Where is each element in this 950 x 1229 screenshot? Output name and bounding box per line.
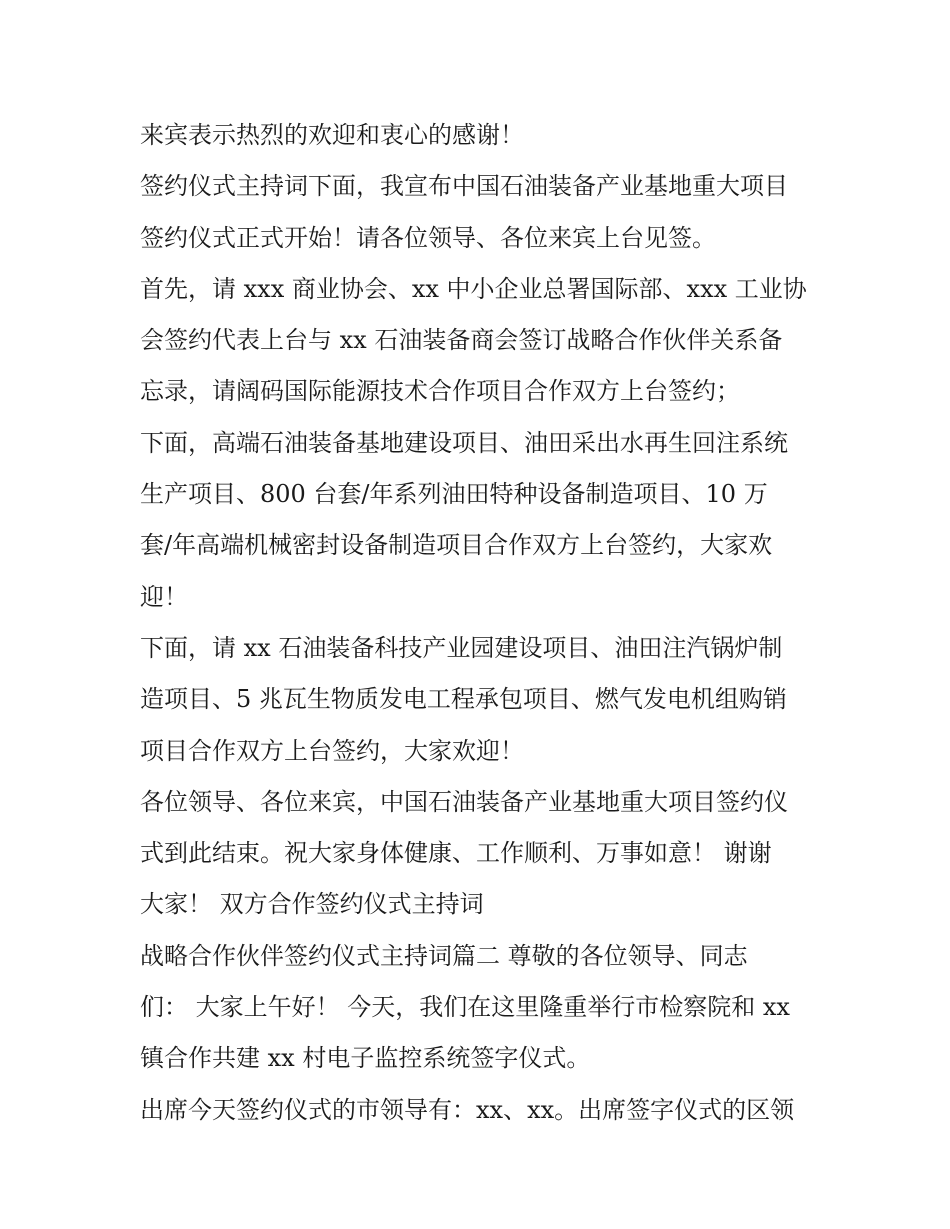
text-line: 来宾表示热烈的欢迎和衷心的感谢！ bbox=[140, 121, 524, 149]
text-line: 镇合作共建 xx 村电子监控系统签字仪式。 bbox=[140, 1044, 591, 1073]
text-line: 项目合作双方上台签约，大家欢迎！ bbox=[140, 736, 524, 765]
text-line: 造项目、5 兆瓦生物质发电工程承包项目、燃气发电机组购销 bbox=[140, 685, 787, 714]
text-line: 首先，请 xxx 商业协会、xx 中小企业总署国际部、xxx 工业协 bbox=[140, 274, 807, 303]
text-line: 下面，高端石油装备基地建设项目、油田采出水再生回注系统 bbox=[140, 428, 788, 457]
text-line: 各位领导、各位来宾，中国石油装备产业基地重大项目签约仪 bbox=[140, 787, 788, 816]
text-line: 签约仪式正式开始！请各位领导、各位来宾上台见签。 bbox=[140, 223, 716, 252]
text-line: 忘录，请阔码国际能源技术合作项目合作双方上台签约； bbox=[140, 377, 740, 406]
text-line: 们： 大家上午好！ 今天，我们在这里隆重举行市检察院和 xx bbox=[140, 993, 790, 1022]
text-line: 式到此结束。祝大家身体健康、工作顺利、万事如意！ 谢谢 bbox=[140, 839, 772, 868]
text-line: 战略合作伙伴签约仪式主持词篇二 尊敬的各位领导、同志 bbox=[140, 941, 748, 970]
text-line: 签约仪式主持词下面，我宣布中国石油装备产业基地重大项目 bbox=[140, 172, 788, 201]
text-line: 下面，请 xx 石油装备科技产业园建设项目、油田注汽锅炉制 bbox=[140, 633, 783, 662]
text-line: 大家！ 双方合作签约仪式主持词 bbox=[140, 890, 484, 919]
text-line: 出席今天签约仪式的市领导有：xx、xx。出席签字仪式的区领 bbox=[140, 1095, 795, 1124]
text-line: 套/年高端机械密封设备制造项目合作双方上台签约，大家欢 bbox=[140, 531, 773, 560]
text-line: 迎！ bbox=[140, 582, 188, 611]
document-body bbox=[140, 110, 820, 1136]
text-line: 会签约代表上台与 xx 石油装备商会签订战略合作伙伴关系备 bbox=[140, 326, 783, 355]
text-line: 生产项目、800 台套/年系列油田特种设备制造项目、10 万 bbox=[140, 480, 768, 509]
